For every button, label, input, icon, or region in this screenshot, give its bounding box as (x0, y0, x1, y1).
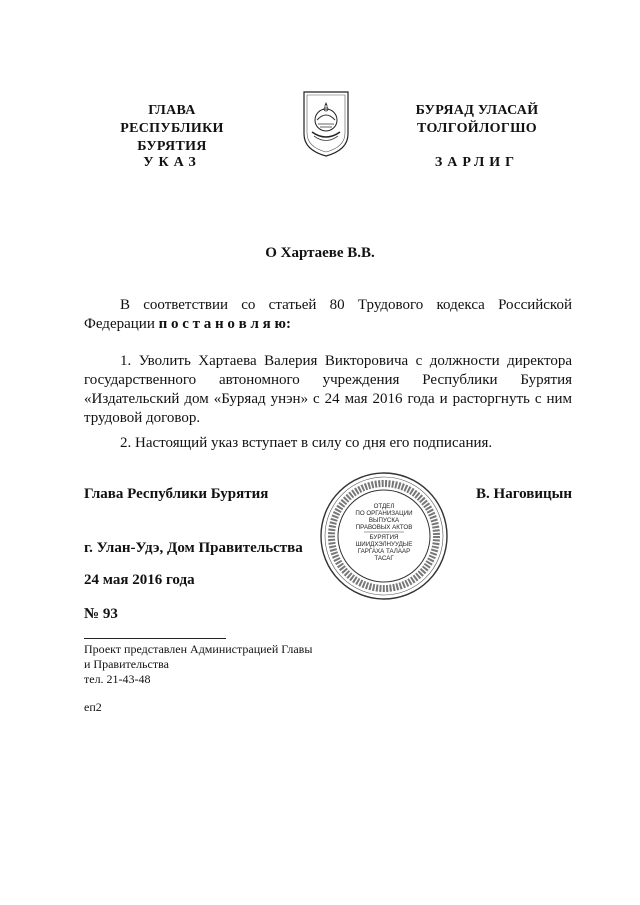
official-round-seal-icon (318, 470, 450, 602)
seal-line-4: ПРАВОВЫХ АКТОВ (355, 524, 413, 531)
seal-line-6: ШИИДХЭЛНУУДЫЕ (355, 541, 413, 548)
header-left-line1: ГЛАВА (148, 103, 196, 118)
header-left-line2: РЕСПУБЛИКИ БУРЯТИЯ (120, 121, 224, 154)
header-right-line1: БУРЯАД УЛАСАЙ (415, 103, 539, 118)
footnote-line-1: Проект представлен Администрацией Главы (84, 642, 313, 656)
seal-line-7: ГАРГАХА ТАЛААР (357, 548, 411, 555)
item-2-text: 2. Настоящий указ вступает в силу со дня его подписания. (120, 435, 493, 451)
paragraph-preamble (84, 296, 572, 334)
buryatia-coat-of-arms-icon (302, 90, 350, 158)
signing-place: г. Улан-Удэ, Дом Правительства (84, 540, 303, 556)
footnote-divider (84, 638, 226, 639)
header-right-doc-type: ЗАРЛИГ (434, 155, 520, 170)
item-1-text: 1. Уволить Хартаева Валерия Викторовича с должности директора государственного автономного учреждения Республики Бурятия «Издательский дом «Буряад унэн» с 24 мая 2016 года и расторгнуть с ним трудовой договор. (84, 353, 572, 426)
footnote-line-2: и Правительства (84, 657, 169, 671)
document-title: О Хартаеве В.В. (265, 245, 375, 261)
header-right-line2: ТОЛГОЙЛОГШО (417, 121, 537, 136)
paragraph-item-1 (84, 352, 572, 428)
seal-line-3: ВЫПУСКА (368, 517, 400, 524)
decree-keyword: п о с т а н о в л я ю: (158, 316, 291, 332)
document-code: еп2 (84, 700, 102, 714)
seal-line-5: БУРЯТИЯ (369, 534, 399, 541)
paragraph-item-2 (84, 434, 572, 453)
seal-line-2: ПО ОРГАНИЗАЦИИ (355, 510, 413, 517)
signing-date: 24 мая 2016 года (84, 572, 195, 588)
footnote-line-3: тел. 21-43-48 (84, 672, 151, 686)
signer-name: В. Наговицын (476, 486, 572, 502)
seal-line-8: ТАСАГ (374, 555, 394, 562)
preamble-text: В соответствии со статьей 80 Трудового кодекса Российской Федерации (84, 297, 572, 332)
decree-number: № 93 (84, 606, 118, 622)
seal-line-1: ОТДЕЛ (373, 503, 395, 510)
signer-position: Глава Республики Бурятия (84, 486, 269, 502)
header-left-doc-type: УКАЗ (143, 155, 201, 170)
